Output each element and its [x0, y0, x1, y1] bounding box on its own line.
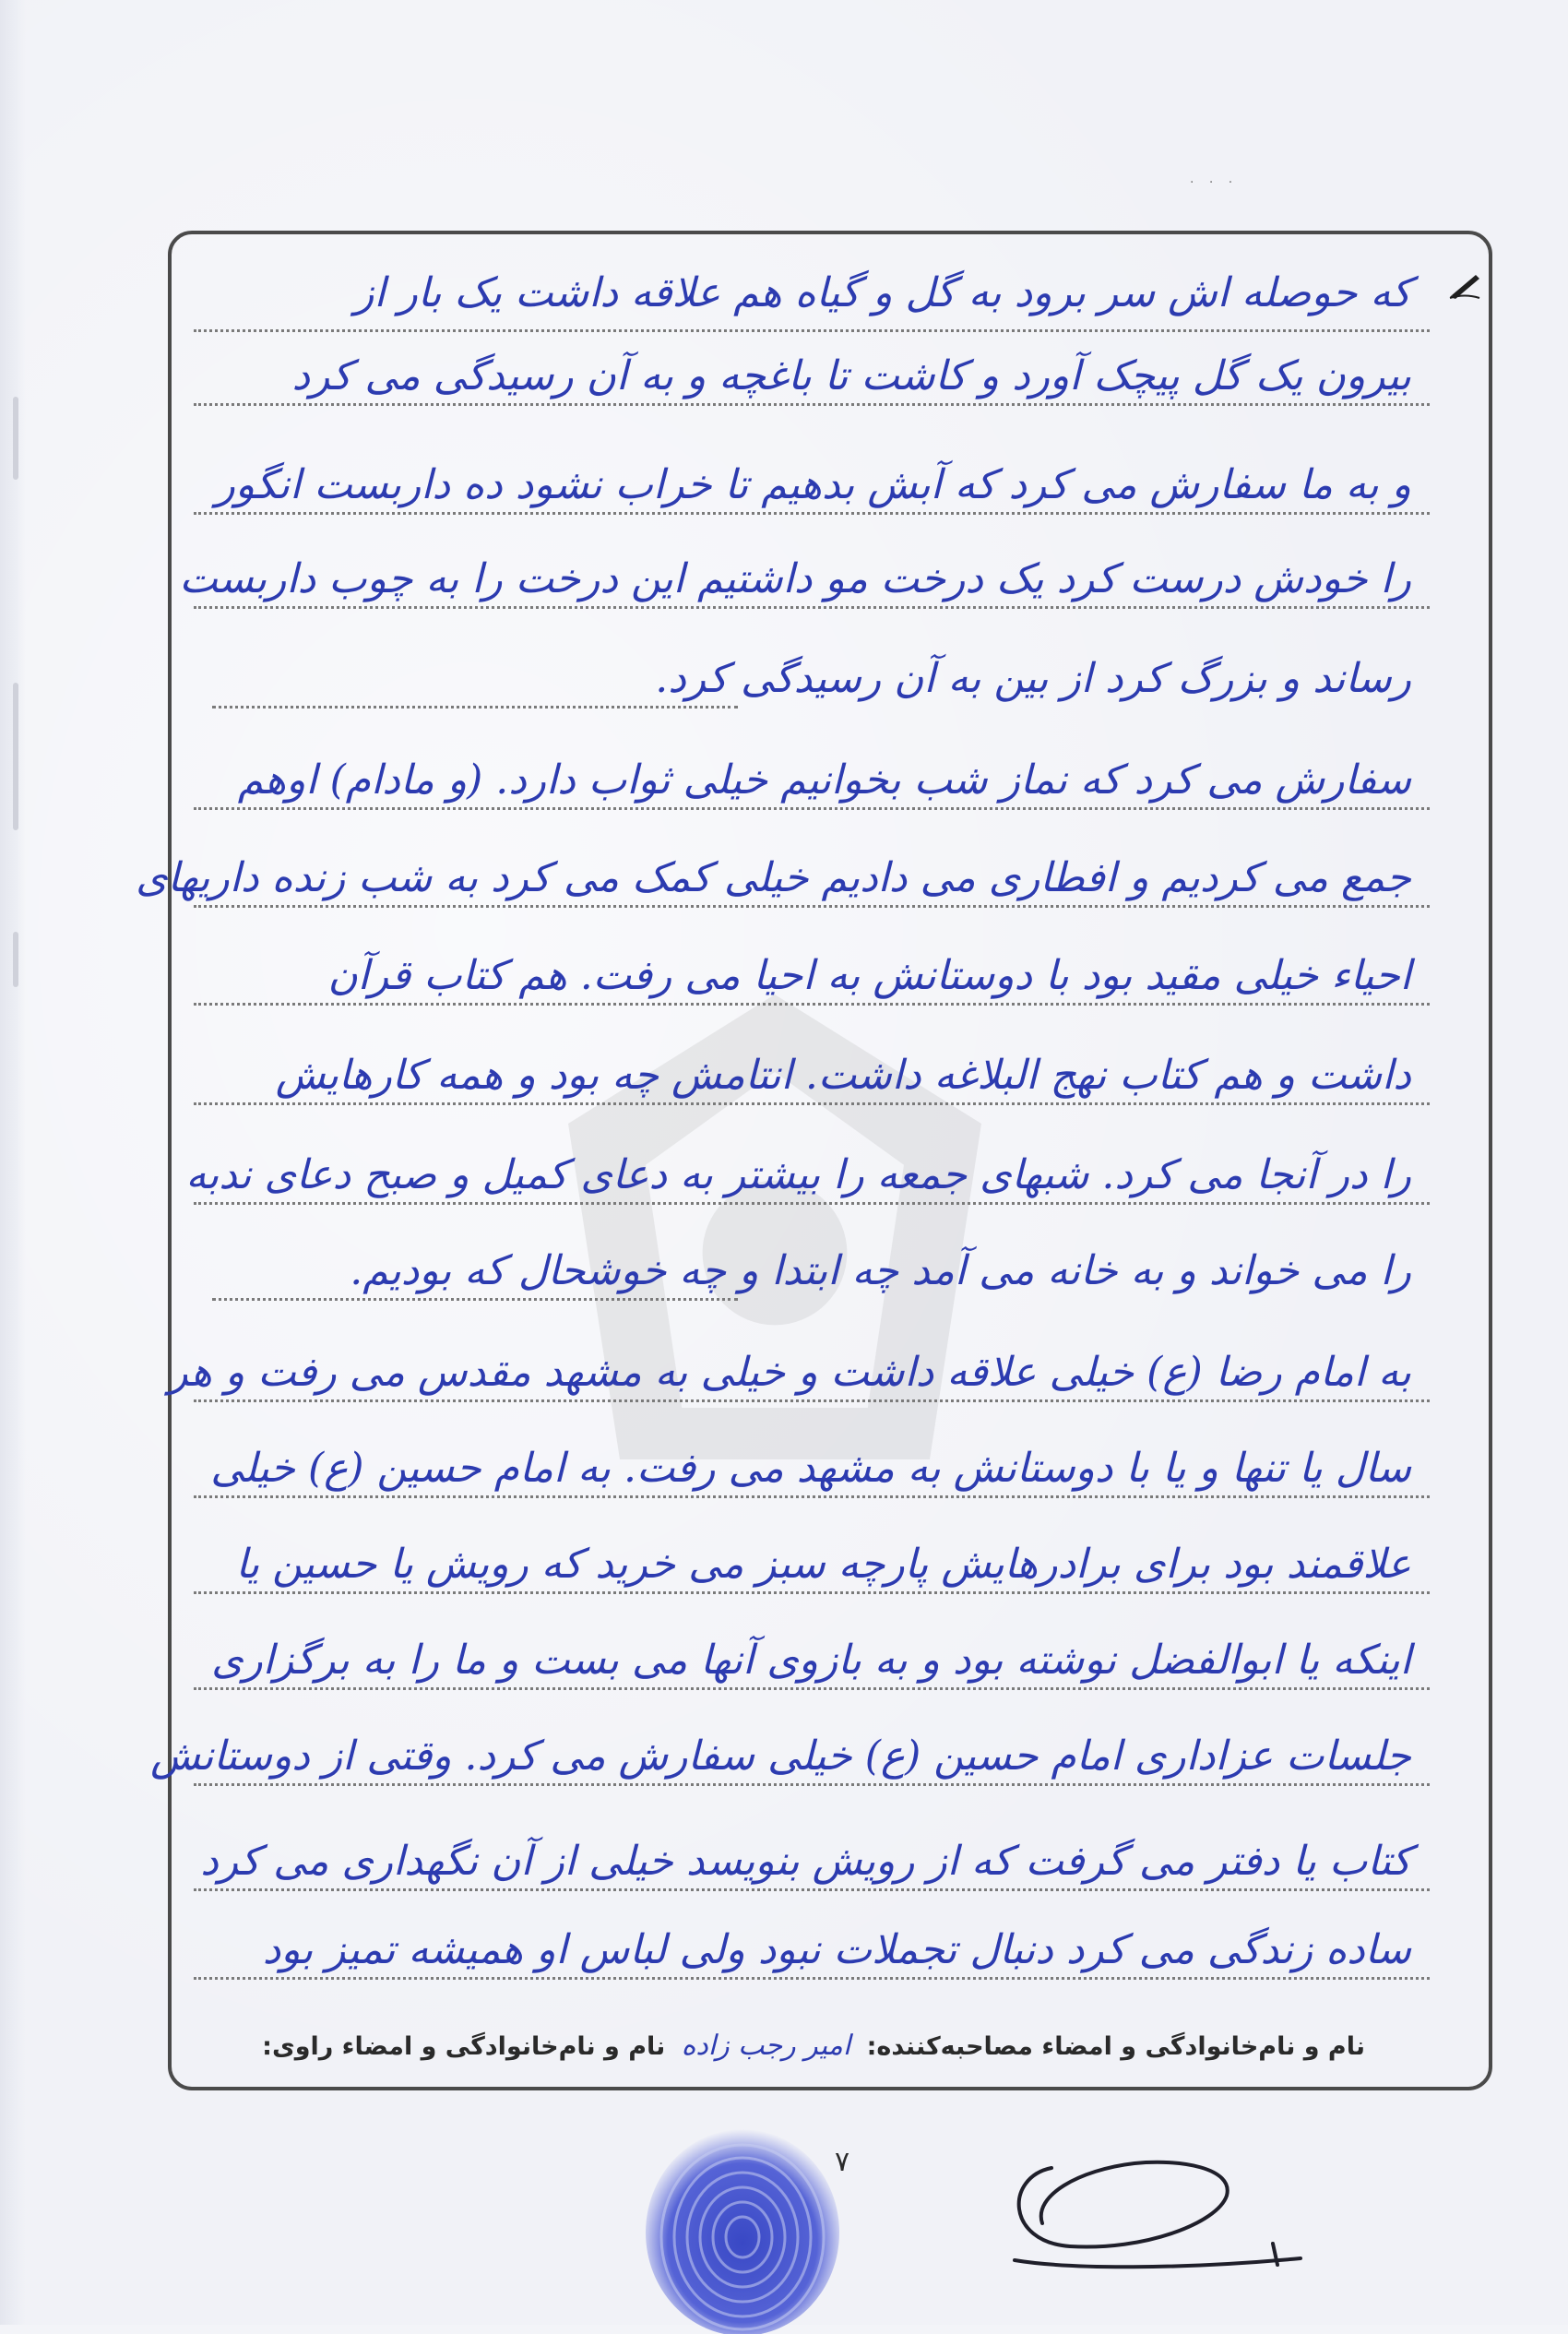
- handwritten-line: بیرون یک گل پیچک آورد و کاشت تا باغچه و به آن رسیدگی می کرد: [291, 352, 1411, 399]
- interviewer-label: نام و نام‌خانوادگی و امضاء مصاحبه‌کننده:: [866, 2032, 1365, 2061]
- ruled-line: [194, 314, 1430, 332]
- page-edge-mark: [13, 397, 18, 480]
- handwritten-line: را خودش درست کرد یک درخت مو داشتیم این درخت را به چوب داربست: [179, 555, 1411, 602]
- signature-footer: [262, 2030, 1365, 2062]
- handwritten-line: احیاء خیلی مقید بود با دوستانش به احیا می رفت. هم کتاب قرآن: [327, 952, 1411, 999]
- narrator-signature: [996, 2140, 1310, 2288]
- page-edge-mark: [13, 683, 18, 830]
- page-number: ۷: [835, 2146, 850, 2178]
- handwritten-line: جلسات عزاداری امام حسین (ع) خیلی سفارش می کرد. وقتی از دوستانش: [150, 1733, 1411, 1780]
- page-left-edge: [0, 0, 26, 2325]
- handwritten-line: را در آنجا می کرد. شبهای جمعه را بیشتر به دعای کمیل و صبح دعای ندبه: [185, 1151, 1411, 1198]
- top-scan-marks: · · ·: [1190, 175, 1239, 190]
- handwritten-line: کتاب یا دفتر می گرفت که از رویش بنویسد خیلی از آن نگهداری می کرد: [200, 1838, 1411, 1885]
- handwritten-line: را می خواند و به خانه می آمد چه ابتدا و چه خوشحال که بودیم.: [350, 1247, 1411, 1294]
- handwritten-line: رساند و بزرگ کرد از بین به آن رسیدگی کرد.: [655, 655, 1411, 702]
- handwritten-line: و به ما سفارش می کرد که آبش بدهیم تا خراب نشود ده داربست انگور: [215, 461, 1411, 508]
- handwritten-line: علاقمند بود برای برادرهایش پارچه سبز می خرید که رویش یا حسین یا: [235, 1541, 1411, 1588]
- handwritten-line: اینکه یا ابوالفضل نوشته بود و به بازوی آنها می بست و ما را به برگزاری: [211, 1637, 1411, 1684]
- handwritten-line: ساده زندگی می کرد دنبال تجملات نبود ولی لباس او همیشه تمیز بود: [262, 1926, 1411, 1973]
- narrator-label: نام و نام‌خانوادگی و امضاء راوی:: [262, 2032, 666, 2061]
- handwritten-line: سفارش می کرد که نماز شب بخوانیم خیلی ثواب دارد. (و مادام) اوهم: [237, 756, 1411, 804]
- handwritten-line: که حوصله اش سر برود به گل و گیاه هم علاقه داشت یک بار از: [354, 269, 1411, 316]
- handwritten-line: سال یا تنها و یا با دوستانش به مشهد می رفت. به امام حسین (ع) خیلی: [210, 1445, 1411, 1492]
- pen-writing-icon: [1448, 271, 1481, 299]
- handwritten-line: داشت و هم کتاب نهج البلاغه داشت. انتامش چه بود و همه کارهایش: [275, 1052, 1411, 1099]
- interviewer-signature: امیر رجب زاده: [681, 2030, 851, 2062]
- handwritten-line: به امام رضا (ع) خیلی علاقه داشت و خیلی به مشهد مقدس می رفت و هر: [168, 1349, 1411, 1396]
- handwritten-line: جمع می کردیم و افطاری می دادیم خیلی کمک می کرد به شب زنده داریهای: [136, 854, 1411, 901]
- page-edge-mark: [13, 932, 18, 987]
- fingerprint-mark: [636, 2113, 849, 2334]
